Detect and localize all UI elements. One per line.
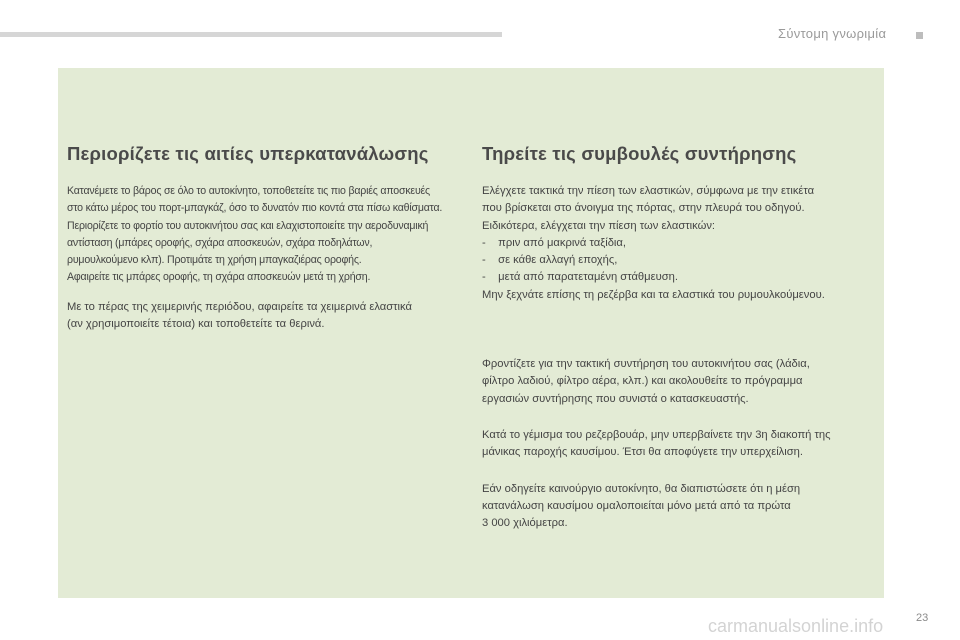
text-line: στο κάτω μέρος του πορτ-μπαγκάζ, όσο το δυνατόν πιο κοντά στα πίσω καθίσματα.: [67, 202, 443, 215]
text-line: Φροντίζετε για την τακτική συντήρηση του αυτοκινήτου σας (λάδια,: [482, 358, 810, 371]
list-item: - σε κάθε αλλαγή εποχής,: [482, 254, 618, 267]
text-line: Ειδικότερα, ελέγχεται την πίεση των ελαστικών:: [482, 219, 716, 232]
text-line: αντίσταση (μπάρες οροφής, σχάρα αποσκευών, σχάρα ποδηλάτων,: [67, 236, 373, 249]
left-column: [67, 143, 467, 333]
left-paragraph-1: [67, 183, 467, 287]
right-paragraph-2: [482, 356, 882, 408]
right-paragraph-3: [482, 427, 882, 462]
text-line: Αφαιρείτε τις μπάρες οροφής, τη σχάρα αποσκευών μετά τη χρήση.: [67, 271, 371, 284]
text-line: Μην ξεχνάτε επίσης τη ρεζέρβα και τα ελαστικά του ρυμουλκούμενου.: [482, 288, 825, 301]
left-heading: Περιορίζετε τις αιτίες υπερκατανάλωσης: [67, 143, 429, 164]
text-line: εργασιών συντήρησης που συνιστά ο κατασκευαστής.: [482, 392, 749, 405]
text-line: ρυμουλκούμενο κλπ). Προτιμάτε τη χρήση μπαγκαζιέρας οροφής.: [67, 254, 362, 267]
list-item: - πριν από μακρινά ταξίδια,: [482, 236, 626, 249]
right-column: [482, 143, 882, 532]
text-line: (αν χρησιμοποιείτε τέτοια) και τοποθετείτε τα θερινά.: [67, 318, 325, 331]
text-line: που βρίσκεται στο άνοιγμα της πόρτας, στην πλευρά του οδηγού.: [482, 202, 805, 215]
text-line: Εάν οδηγείτε καινούργιο αυτοκίνητο, θα διαπιστώσετε ότι η μέση: [482, 482, 801, 495]
text-line: Ελέγχετε τακτικά την πίεση των ελαστικών, σύμφωνα με την ετικέτα: [482, 185, 815, 197]
text-line: μάνικας παροχής καυσίμου. Έτσι θα αποφύγετε την υπερχείλιση.: [482, 446, 804, 459]
list-item: - μετά από παρατεταμένη στάθμευση.: [482, 271, 678, 284]
header-bar: [0, 32, 502, 37]
text-line: Κατανέμετε το βάρος σε όλο το αυτοκίνητο, τοποθετείτε τις πιο βαριές αποσκευές: [67, 185, 430, 197]
right-paragraph-1: [482, 183, 882, 304]
page-number: 23: [916, 612, 929, 624]
right-heading: Τηρείτε τις συμβουλές συντήρησης: [482, 143, 797, 164]
text-line: Κατά το γέμισμα του ρεζερβουάρ, μην υπερβαίνετε την 3η διακοπή της: [482, 428, 831, 441]
text-line: Με το πέρας της χειμερινής περιόδου, αφαιρείτε τα χειμερινά ελαστικά: [67, 300, 412, 313]
watermark: carmanualsonline.info: [708, 616, 884, 636]
text-line: Περιορίζετε το φορτίο του αυτοκινήτου σας και ελαχιστοποιείτε την αεροδυναμική: [67, 219, 429, 232]
right-paragraph-4: [482, 481, 882, 533]
text-line: 3 000 χιλιόμετρα.: [482, 517, 568, 530]
text-line: φίλτρο λαδιού, φίλτρο αέρα, κλπ.) και ακολουθείτε το πρόγραμμα: [482, 375, 803, 388]
header-marker: [916, 32, 923, 39]
section-title: Σύντομη γνωριμία: [778, 26, 887, 41]
text-line: κατανάλωση καυσίμου ομαλοποιείται μόνο μετά από τα πρώτα: [482, 499, 791, 512]
left-paragraph-2: [67, 299, 467, 334]
